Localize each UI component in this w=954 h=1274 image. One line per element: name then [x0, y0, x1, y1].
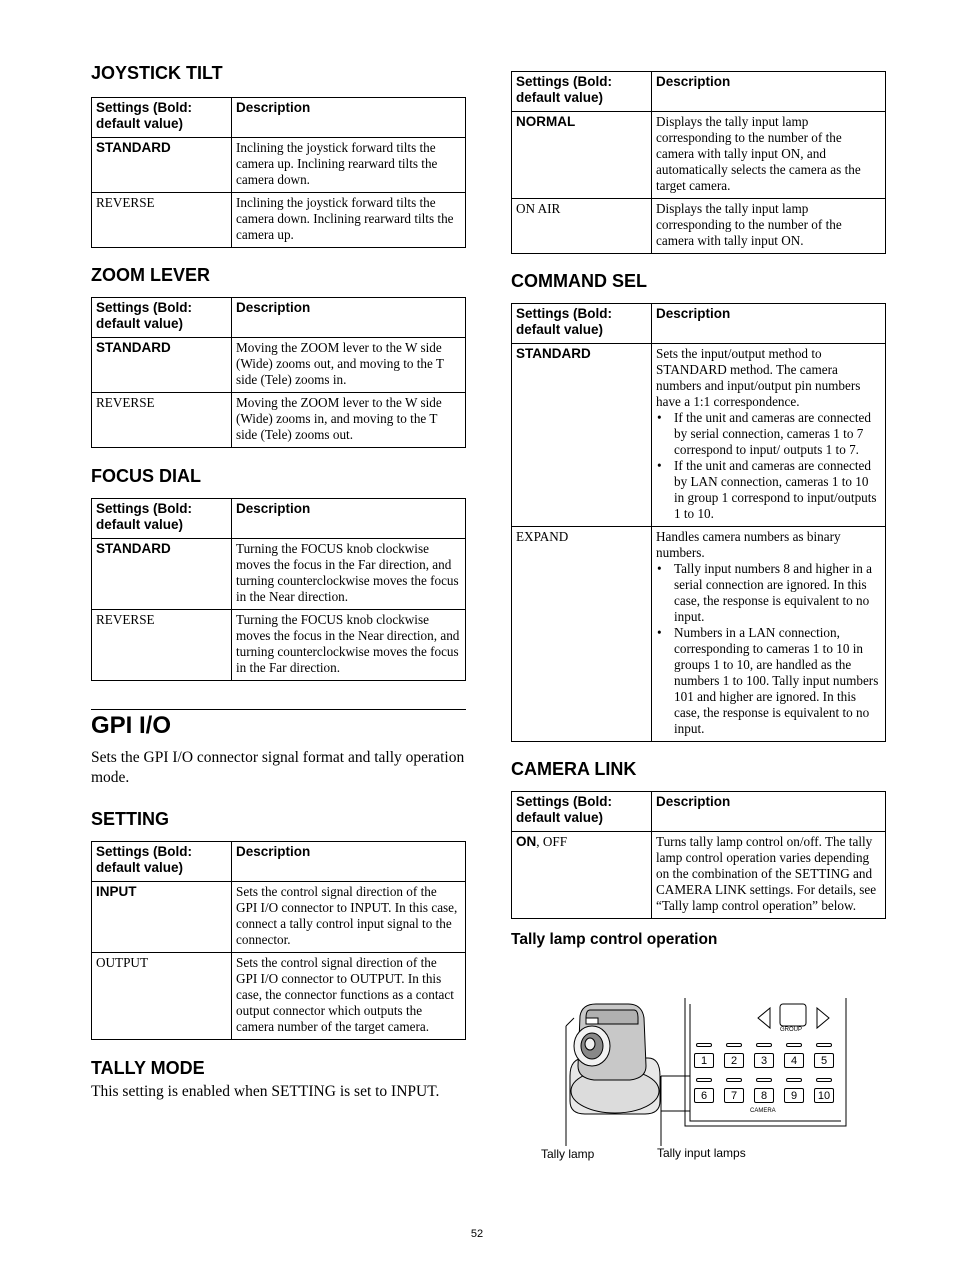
table-row — [92, 610, 466, 681]
table-row — [92, 193, 466, 248]
setting-cell: OUTPUT — [92, 953, 232, 1040]
tally-lamp-label: Tally lamp — [541, 1147, 595, 1161]
description-cell: Moving the ZOOM lever to the W side (Wide) zooms in, and moving to the T side (Tele) zooms out. — [232, 393, 466, 448]
camera-key-3[interactable]: 3 — [754, 1053, 774, 1068]
section-title-focus-dial: FOCUS DIAL — [91, 466, 201, 486]
table-row — [512, 112, 886, 199]
chapter-title-gpi-io: GPI I/O — [91, 712, 172, 739]
panel-group-label: GROUP — [780, 1027, 803, 1033]
section-title-tally-mode: TALLY MODE — [91, 1058, 205, 1078]
tally-input-lamp — [756, 1043, 772, 1047]
header-settings: Settings (Bold: default value) — [512, 792, 652, 832]
setting-table — [91, 841, 466, 1040]
description-cell: Inclining the joystick forward tilts the camera up. Inclining rearward tilts the camera down. — [232, 138, 466, 193]
table-row — [512, 527, 886, 742]
table-row — [92, 338, 466, 393]
header-settings: Settings (Bold: default value) — [92, 98, 232, 138]
tally-input-lamp — [696, 1078, 712, 1082]
bullet-list — [656, 561, 881, 737]
description-cell: Moving the ZOOM lever to the W side (Wide) zooms out, and moving to the T side (Tele) zooms in. — [232, 338, 466, 393]
setting-cell: STANDARD — [92, 338, 232, 393]
panel-camera-label: CAMERA — [750, 1108, 776, 1114]
table-row — [512, 832, 886, 919]
description-cell: Turns tally lamp control on/off. The tally lamp control operation varies depending on the combination of the SETTING and CAMERA LINK settings. For details, see “Tally lamp control operation” below. — [652, 832, 886, 919]
table-header-row — [512, 304, 886, 344]
header-description: Description — [652, 304, 886, 344]
header-settings: Settings (Bold: default value) — [92, 298, 232, 338]
tally-input-lamp — [786, 1078, 802, 1082]
camera-key-8[interactable]: 8 — [754, 1088, 774, 1103]
table-row — [92, 953, 466, 1040]
tally-input-lamp — [816, 1043, 832, 1047]
header-settings: Settings (Bold: default value) — [92, 842, 232, 882]
tally-input-lamp — [786, 1043, 802, 1047]
camera-key-9[interactable]: 9 — [784, 1088, 804, 1103]
section-title-camera-link: CAMERA LINK — [511, 759, 637, 779]
camera-key-6[interactable]: 6 — [694, 1088, 714, 1103]
tally-lamp-illustration — [530, 996, 850, 1171]
bullet-item: • Tally input numbers 8 and higher in a serial connection are ignored. In this case, the response is equivalent to no input. — [656, 561, 881, 625]
description-cell: Turning the FOCUS knob clockwise moves the focus in the Far direction, and turning counterclockwise moves the focus in the Near direction. — [232, 539, 466, 610]
setting-cell: REVERSE — [92, 610, 232, 681]
table-row — [92, 539, 466, 610]
setting-cell: REVERSE — [92, 193, 232, 248]
tally-input-lamp — [756, 1078, 772, 1082]
setting-cell: STANDARD — [512, 344, 652, 527]
camera-key-2[interactable]: 2 — [724, 1053, 744, 1068]
header-description: Description — [232, 298, 466, 338]
description-cell: Turning the FOCUS knob clockwise moves the focus in the Near direction, and turning counterclockwise moves the focus in the Far direction. — [232, 610, 466, 681]
bullet-item: • If the unit and cameras are connected by LAN connection, cameras 1 to 10 in group 1 correspond to input/outputs 1 to 10. — [656, 458, 881, 522]
description-text: Handles camera numbers as binary numbers. — [656, 529, 841, 560]
tally-input-lamp — [696, 1043, 712, 1047]
setting-cell: NORMAL — [512, 112, 652, 199]
table-header-row — [92, 298, 466, 338]
table-row — [92, 138, 466, 193]
table-header-row — [512, 792, 886, 832]
setting-cell: INPUT — [92, 882, 232, 953]
setting-alternatives: , OFF — [536, 834, 568, 849]
header-settings: Settings (Bold: default value) — [512, 304, 652, 344]
description-text: Sets the input/output method to STANDARD method. The camera numbers and input/output pin numbers have a 1:1 correspondence. — [656, 346, 861, 409]
camera-and-panel-drawing — [530, 996, 850, 1171]
section-divider — [91, 709, 466, 710]
description-cell: Sets the control signal direction of the GPI I/O connector to OUTPUT. In this case, the connector functions as a contact output connector which outputs the camera number of the target camera. — [232, 953, 466, 1040]
table-header-row — [512, 72, 886, 112]
tally-mode-note: This setting is enabled when SETTING is set to INPUT. — [91, 1083, 440, 1100]
description-cell: Displays the tally input lamp corresponding to the number of the camera with tally input ON. — [652, 199, 886, 254]
section-title-zoom-lever: ZOOM LEVER — [91, 265, 211, 285]
subsection-title-tally-lamp-control: Tally lamp control operation — [511, 931, 718, 948]
setting-cell: STANDARD — [92, 539, 232, 610]
gpi-intro-text: Sets the GPI I/O connector signal format and tally operation mode. — [91, 749, 465, 786]
tally-input-lamps-label: Tally input lamps — [657, 1146, 746, 1160]
tally-mode-table — [511, 71, 886, 254]
camera-link-table — [511, 791, 886, 919]
description-cell: Displays the tally input lamp corresponding to the number of the camera with tally input ON, and automatically selects the camera as the target camera. — [652, 112, 886, 199]
setting-default: ON — [516, 834, 537, 849]
header-description: Description — [232, 499, 466, 539]
camera-key-5[interactable]: 5 — [814, 1053, 834, 1068]
header-settings: Settings (Bold: default value) — [512, 72, 652, 112]
right-column — [511, 71, 886, 950]
bullet-item: • If the unit and cameras are connected by serial connection, cameras 1 to 7 correspond to input/ outputs 1 to 7. — [656, 410, 881, 458]
header-description: Description — [232, 98, 466, 138]
zoom-lever-table — [91, 297, 466, 448]
description-cell — [652, 344, 886, 527]
camera-key-10[interactable]: 10 — [814, 1088, 834, 1103]
bullet-item: • Numbers in a LAN connection, corresponding to cameras 1 to 10 in groups 1 to 10, are handled as the numbers 1 to 100. Tally input numbers 101 and higher are ignored. In this case, the response is equivalent to no input. — [656, 625, 881, 737]
camera-key-1[interactable]: 1 — [694, 1053, 714, 1068]
header-settings: Settings (Bold: default value) — [92, 499, 232, 539]
table-header-row — [92, 842, 466, 882]
header-description: Description — [652, 792, 886, 832]
table-row — [512, 199, 886, 254]
description-cell: Inclining the joystick forward tilts the camera down. Inclining rearward tilts the camera up. — [232, 193, 466, 248]
header-description: Description — [652, 72, 886, 112]
header-description: Description — [232, 842, 466, 882]
camera-icon — [570, 1004, 660, 1114]
table-row — [92, 393, 466, 448]
joystick-tilt-table — [91, 97, 466, 248]
setting-cell: REVERSE — [92, 393, 232, 448]
setting-cell: EXPAND — [512, 527, 652, 742]
left-column — [91, 62, 466, 1102]
description-cell: Sets the control signal direction of the GPI I/O connector to INPUT. In this case, connect a tally control input signal to the connector. — [232, 882, 466, 953]
table-row — [92, 882, 466, 953]
description-cell — [652, 527, 886, 742]
setting-cell: ON AIR — [512, 199, 652, 254]
command-sel-table — [511, 303, 886, 742]
camera-key-7[interactable]: 7 — [724, 1088, 744, 1103]
section-title-command-sel: COMMAND SEL — [511, 271, 647, 291]
setting-cell: STANDARD — [92, 138, 232, 193]
bullet-list — [656, 410, 881, 522]
section-title-setting: SETTING — [91, 809, 170, 829]
page-number: 52 — [470, 1228, 484, 1240]
table-header-row — [92, 499, 466, 539]
tally-input-lamp — [726, 1078, 742, 1082]
focus-dial-table — [91, 498, 466, 681]
camera-key-4[interactable]: 4 — [784, 1053, 804, 1068]
tally-input-lamp — [816, 1078, 832, 1082]
tally-input-lamp — [726, 1043, 742, 1047]
table-row — [512, 344, 886, 527]
table-header-row — [92, 98, 466, 138]
setting-cell — [512, 832, 652, 919]
section-title-joystick-tilt: JOYSTICK TILT — [91, 63, 223, 83]
